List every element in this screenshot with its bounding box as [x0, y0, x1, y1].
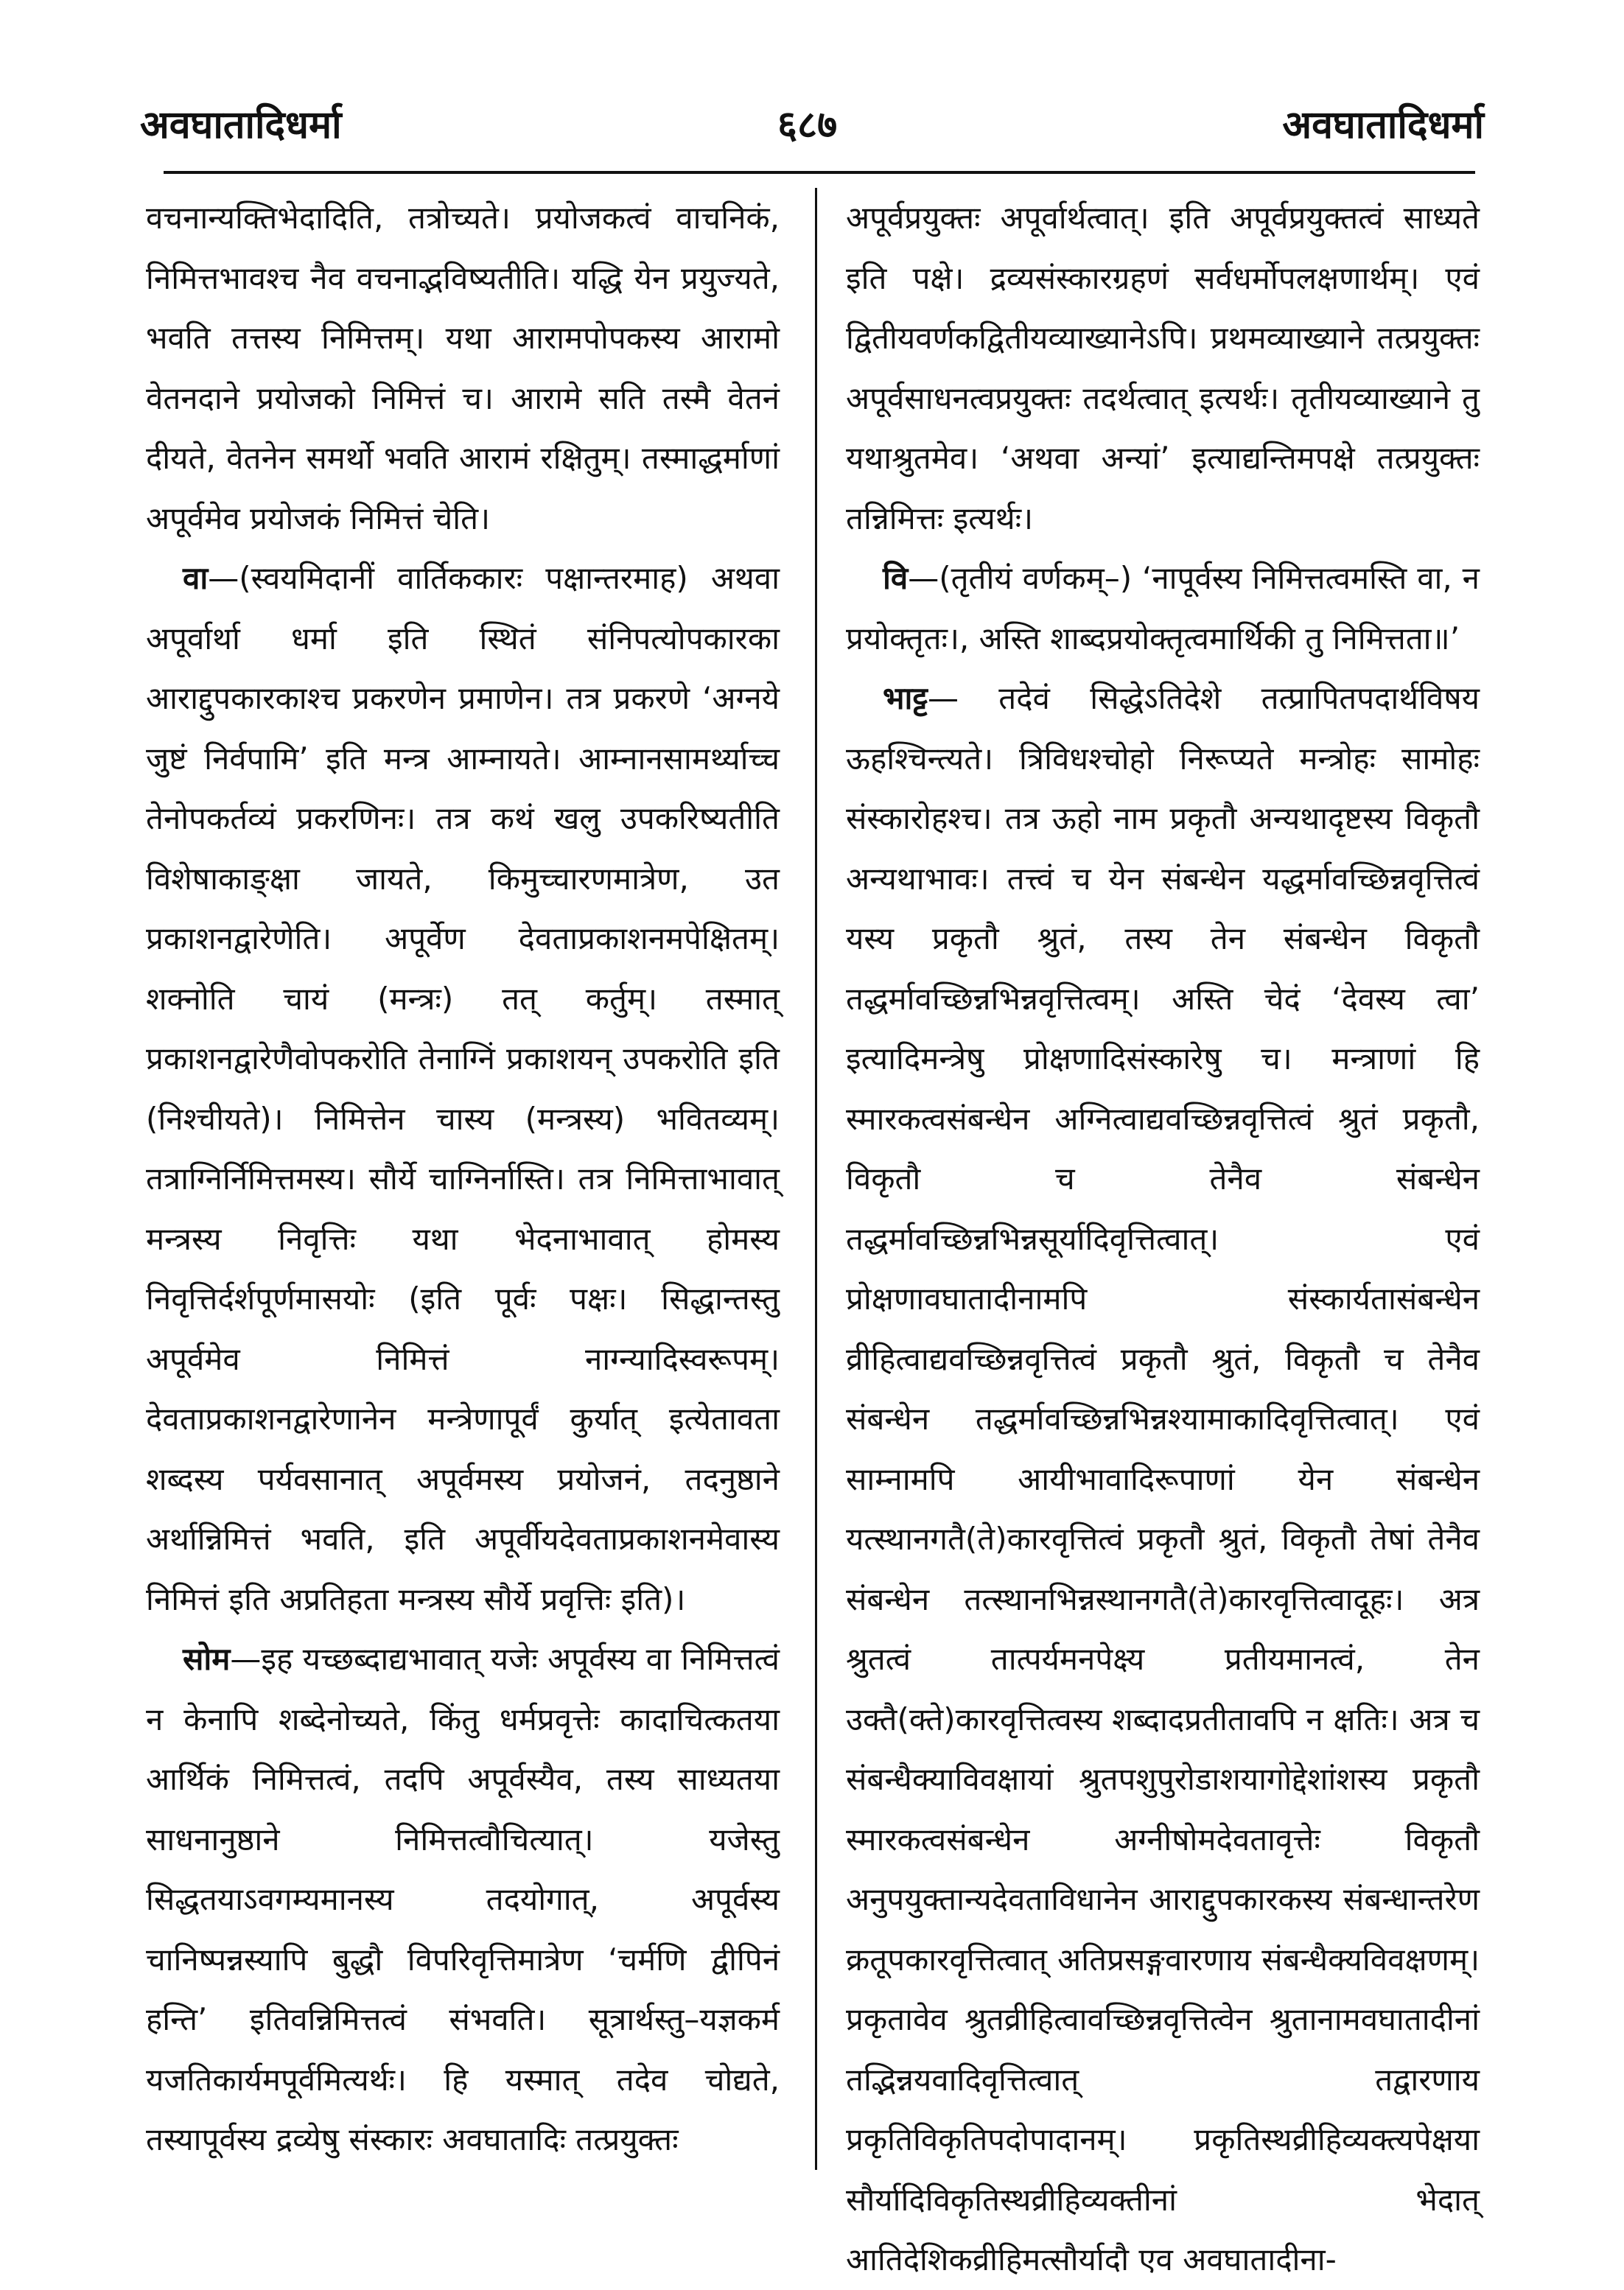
left-column: [146, 188, 780, 2177]
paragraph: [846, 188, 1480, 548]
paragraph: [846, 548, 1480, 668]
header-rule: [164, 171, 1475, 174]
paragraph: [146, 1629, 780, 2170]
paragraph: [146, 548, 780, 1629]
running-title-left: अवघातादिधर्मा: [140, 103, 342, 147]
right-column: [846, 188, 1480, 2277]
paragraph-text: —इह यच्छब्दाद्यभावात् यजेः अपूर्वस्य वा निमित्तत्वं न केनापि शब्देनोच्यते, किंतु धर्मप्रवृत्तेः कादाचित्कतया आर्थिकं निमित्तत्वं, तदपि अपूर्वस्यैव, तस्य साध्यतया साधनानुष्ठाने निमित्तत्वौचित्यात्। यजेस्तु सिद्धतयाऽवगम्यमानस्य तदयोगात्, अपूर्वस्य चानिष्पन्नस्यापि बुद्धौ विपरिवृत्तिमात्रेण ‘चर्मणि द्वीपिनं हन्ति’ इतिवन्निमित्तत्वं संभवति। सूत्रार्थस्तु–यज्ञकर्म यजतिकार्यमपूर्वमित्यर्थः। हि यस्मात् तदेव चोद्यते, तस्यापूर्वस्य द्रव्येषु संस्कारः अवघातादिः तत्प्रयुक्तः: [146, 1641, 780, 2157]
commentary-label: सोम: [183, 1641, 231, 1677]
column-divider: [815, 188, 817, 2170]
page-number: ६८७: [777, 103, 838, 147]
running-title-right: अवघातादिधर्मा: [1282, 103, 1484, 147]
commentary-label: वा: [183, 560, 209, 596]
commentary-label: भाट्ट: [883, 680, 928, 716]
paragraph-text: — तदेवं सिद्धेऽतिदेशे तत्प्रापितपदार्थविषय ऊहश्चिन्त्यते। त्रिविधश्चोहो निरूप्यते मन्त्रोहः सामोहः संस्कारोहश्च। तत्र ऊहो नाम प्रकृतौ अन्यथादृष्टस्य विकृतौ अन्यथाभावः। तत्त्वं च येन संबन्धेन यद्धर्मावच्छिन्नवृत्तित्वं यस्य प्रकृतौ श्रुतं, तस्य तेन संबन्धेन विकृतौ तद्धर्मावच्छिन्नभिन्नवृत्तित्वम्। अस्ति चेदं ‘देवस्य त्वा’ इत्यादिमन्त्रेषु प्रोक्षणादिसंस्कारेषु च। मन्त्राणां हि स्मारकत्वसंबन्धेन अग्नित्वाद्यवच्छिन्नवृत्तित्वं श्रुतं प्रकृतौ, विकृतौ च तेनैव संबन्धेन तद्धर्मावच्छिन्नभिन्नसूर्यादिवृत्तित्वात्। एवं प्रोक्षणावघातादीनामपि संस्कार्यतासंबन्धेन व्रीहित्वाद्यवच्छिन्नवृत्तित्वं प्रकृतौ श्रुतं, विकृतौ च तेनैव संबन्धेन तद्धर्मावच्छिन्नभिन्नश्यामाकादिवृत्तित्वात्। एवं साम्नामपि आयीभावादिरूपाणां येन संबन्धेन यत्स्थानगतै(ते)कारवृत्तित्वं प्रकृतौ श्रुतं, विकृतौ तेषां तेनैव संबन्धेन तत्स्थानभिन्नस्थानगतै(ते)कारवृत्तित्वादूहः। अत्र श्रुतत्वं तात्पर्यमनपेक्ष्य प्रतीयमानत्वं, तेन उक्तै(क्ते)कारवृत्तित्वस्य शब्दादप्रतीतावपि न क्षतिः। अत्र च संबन्धैक्याविवक्षायां श्रुतपशुपुरोडाशयागोद्देशांशस्य प्रकृतौ स्मारकत्वसंबन्धेन अग्नीषोमदेवतावृत्तेः विकृतौ अनुपयुक्तान्यदेवताविधानेन आराद्दुपकारकस्य संबन्धान्तरेण क्रतूपकारवृत्तित्वात् अतिप्रसङ्गवारणाय संबन्धैक्यविवक्षणम्। प्रकृतावेव श्रुतव्रीहित्वावच्छिन्नवृत्तित्वेन श्रुतानामवघातादीनां तद्भिन्नयवादिवृत्तित्वात् तद्वारणाय प्रकृतिविकृतिपदोपादानम्। प्रकृतिस्थव्रीहिव्यक्त्यपेक्षया सौर्यादिविकृतिस्थव्रीहिव्यक्तीनां भेदात् आतिदेशिकव्रीहिमत्सौर्यादौ एव अवघातादीना-: [846, 680, 1480, 2277]
commentary-label: वि: [883, 560, 909, 596]
paragraph-text: —(तृतीयं वर्णकम्–) ‘नापूर्वस्य निमित्तत्वमस्ति वा, न प्रयोक्तृतः।, अस्ति शाब्दप्रयोक्तृत्वमार्थिकी तु निमित्तता॥’: [846, 560, 1480, 656]
running-head: [0, 0, 1624, 169]
paragraph-text: —(स्वयमिदानीं वार्तिककारः पक्षान्तरमाह) अथवा अपूर्वार्था धर्मा इति स्थितं संनिपत्योपकारका आराद्दुपकारकाश्च प्रकरणेन प्रमाणेन। तत्र प्रकरणे ‘अग्नये जुष्टं निर्वपामि’ इति मन्त्र आम्नायते। आम्नानसामर्थ्याच्च तेनोपकर्तव्यं प्रकरणिनः। तत्र कथं खलु उपकरिष्यतीति विशेषाकाङ्क्षा जायते, किमुच्चारणमात्रेण, उत प्रकाशनद्वारेणेति। अपूर्वेण देवताप्रकाशनमपेक्षितम्। शक्नोति चायं (मन्त्रः) तत् कर्तुम्। तस्मात् प्रकाशनद्वारेणैवोपकरोति तेनाग्निं प्रकाशयन् उपकरोति इति (निश्चीयते)। निमित्तेन चास्य (मन्त्रस्य) भवितव्यम्। तत्राग्निर्निमित्तमस्य। सौर्ये चाग्निर्नास्ति। तत्र निमित्ताभावात् मन्त्रस्य निवृत्तिः यथा भेदनाभावात् होमस्य निवृत्तिर्दर्शपूर्णमासयोः (इति पूर्वः पक्षः। सिद्धान्तस्तु अपूर्वमेव निमित्तं नाग्न्यादिस्वरूपम्। देवताप्रकाशनद्वारेणानेन मन्त्रेणापूर्वं कुर्यात् इत्येतावता शब्दस्य पर्यवसानात् अपूर्वमस्य प्रयोजनं, तदनुष्ठाने अर्थान्निमित्तं भवति, इति अपूर्वीयदेवताप्रकाशनमेवास्य निमित्तं इति अप्रतिहता मन्त्रस्य सौर्ये प्रवृत्तिः इति)।: [146, 560, 780, 1617]
paragraph-text: अपूर्वप्रयुक्तः अपूर्वार्थत्वात्। इति अपूर्वप्रयुक्तत्वं साध्यते इति पक्षे। द्रव्यसंस्कारग्रहणं सर्वधर्मोपलक्षणार्थम्। एवं द्वितीयवर्णकद्वितीयव्याख्यानेऽपि। प्रथमव्याख्याने तत्प्रयुक्तः अपूर्वसाधनत्वप्रयुक्तः तदर्थत्वात् इत्यर्थः। तृतीयव्याख्याने तु यथाश्रुतमेव। ‘अथवा अन्यां’ इत्याद्यन्तिमपक्षे तत्प्रयुक्तः तन्निमित्तः इत्यर्थः।: [846, 200, 1480, 536]
paragraph: [846, 668, 1480, 2290]
paragraph-text: वचनान्यक्तिभेदादिति, तत्रोच्यते। प्रयोजकत्वं वाचनिकं, निमित्तभावश्च नैव वचनाद्भविष्यतीति। यद्धि येन प्रयुज्यते, भवति तत्तस्य निमित्तम्। यथा आरामपोपकस्य आरामो वेतनदाने प्रयोजको निमित्तं च। आरामे सति तस्मै वेतनं दीयते, वेतनेन समर्थो भवति आरामं रक्षितुम्। तस्माद्धर्माणां अपूर्वमेव प्रयोजकं निमित्तं चेति।: [146, 200, 780, 536]
paragraph: [146, 188, 780, 548]
